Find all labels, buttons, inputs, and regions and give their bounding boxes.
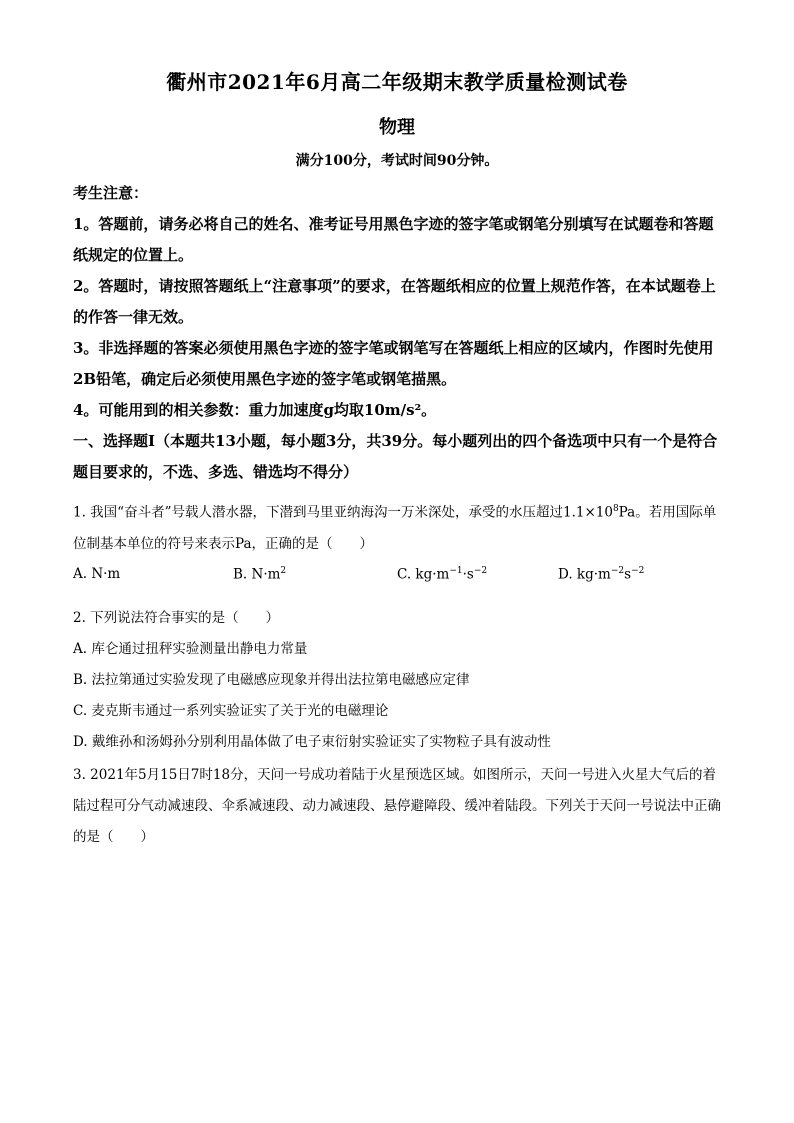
- question-1-option-d: [558, 566, 644, 583]
- question-2-option-c: C. 麦克斯韦通过一系列实验证实了关于光的电磁理论: [73, 703, 389, 719]
- question-2-option-d: D. 戴维孙和汤姆孙分别利用晶体做了电子束衍射实验证实了实物粒子具有波动性: [73, 734, 551, 750]
- question-1-option-c: [397, 566, 487, 583]
- section-heading: 一、选择题Ⅰ（本题共13小题，每小题3分，共39分。每小题列出的四个备选项中只有一个是符合题目要求的，不选、多选、错选均不得分）: [73, 432, 718, 481]
- score-time-line: 满分100分，考试时间90分钟。: [295, 153, 499, 169]
- question-1-option-b: [233, 566, 286, 583]
- notes-heading: 考生注意：: [73, 184, 149, 202]
- question-2-option-a: A. 库仑通过扭秤实验测量出静电力常量: [73, 641, 308, 657]
- question-1: [73, 494, 723, 560]
- option-d-text: D. kg·m: [558, 566, 611, 583]
- note-item-4: 4。可能用到的相关参数：重力加速度g均取10m/s²。: [73, 401, 437, 419]
- note-item-1: 1。答题前，请务必将自己的姓名、准考证号用黑色字迹的签字笔或钢笔分别填写在试题卷和答题纸规定的位置上。: [73, 215, 714, 264]
- question-1-stem-part2: Pa。若用国际单位制基本单位的符号来表示Pa，正确的是（ ）: [73, 504, 717, 552]
- question-1-exponent: 8: [612, 504, 619, 514]
- question-2: [73, 603, 723, 758]
- option-b-exp: 2: [280, 566, 287, 576]
- question-1-options: [73, 566, 723, 596]
- option-d-exp1: −2: [610, 566, 625, 576]
- option-c-text: C. kg·m: [397, 566, 450, 583]
- option-d-exp2: −2: [631, 566, 645, 576]
- question-1-stem-part1: 1. 我国“奋斗者”号载人潜水器，下潜到马里亚纳海沟一万米深处，承受的水压超过1.1×10: [73, 504, 613, 521]
- question-3-stem: 3. 2021年5月15日7时18分，天问一号成功着陆于火星预选区域。如图所示，天问一号进入火星大气后的着陆过程可分气动减速段、伞系减速段、动力减速段、悬停避障段、缓冲着陆段。下列关于天问一号说法中正确的是（ ）: [73, 767, 721, 845]
- candidate-notes: [73, 178, 723, 426]
- question-1-stem: [73, 494, 723, 560]
- option-d-mid: s: [624, 566, 632, 583]
- exam-title: 衢州市2021年6月高二年级期末教学质量检测试卷: [166, 70, 628, 94]
- subject-title: 物理: [379, 117, 415, 138]
- option-c-exp2: −2: [473, 566, 488, 576]
- question-2-stem: 2. 下列说法符合事实的是（ ）: [73, 610, 280, 626]
- option-b-text: B. N·m: [233, 566, 281, 583]
- option-c-mid: ·s: [462, 566, 474, 583]
- note-item-3: 3。非选择题的答案必须使用黑色字迹的签字笔或钢笔写在答题纸上相应的区域内，作图时先使用2B铅笔，确定后必须使用黑色字迹的签字笔或钢笔描黑。: [73, 339, 714, 388]
- question-1-option-a: A. N·m: [73, 566, 121, 582]
- question-3: [73, 760, 723, 853]
- note-item-2: 2。答题时，请按照答题纸上“注意事项”的要求，在答题纸相应的位置上规范作答，在本试题卷上的作答一律无效。: [73, 277, 716, 326]
- option-c-exp1: −1: [449, 566, 463, 576]
- question-2-option-b: B. 法拉第通过实验发现了电磁感应现象并得出法拉第电磁感应定律: [73, 672, 470, 688]
